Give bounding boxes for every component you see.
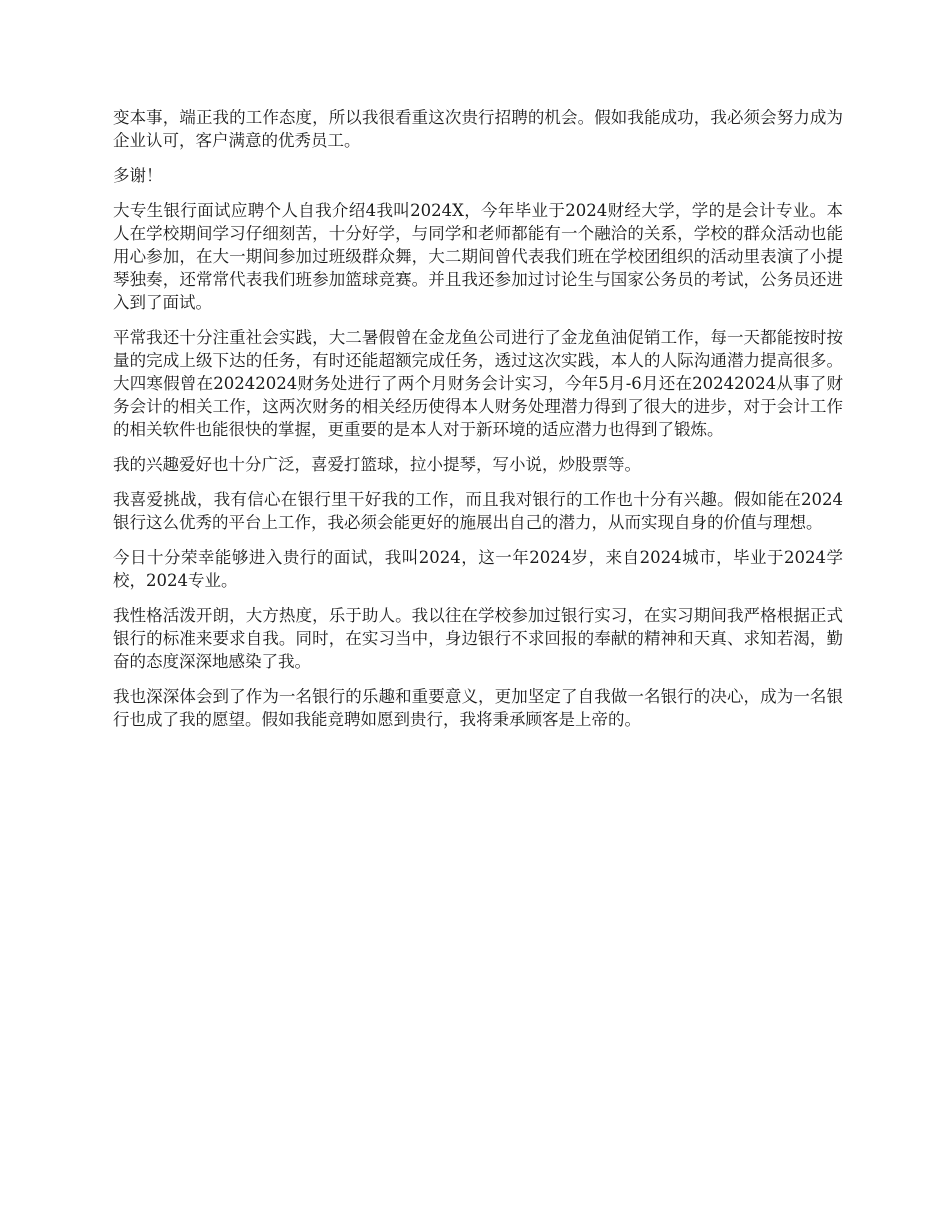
document-page — [113, 106, 843, 743]
paragraph-2: 多谢！ — [113, 166, 163, 185]
paragraph-9: 我也深深体会到了作为一名银行的乐趣和重要意义，更加坚定了自我做一名银行的决心，成为一名银行也成了我的愿望。假如我能竞聘如愿到贵行，我将秉承顾客是上帝的。 — [113, 687, 843, 729]
paragraph-3: 大专生银行面试应聘个人自我介绍4我叫2024X，今年毕业于2024财经大学，学的是会计专业。本人在学校期间学习仔细刻苦，十分好学，与同学和老师都能有一个融洽的关系，学校的群众活动也能用心参加，在大一期间参加过班级群众舞，大二期间曾代表我们班在学校团组织的活动里表演了小提琴独奏，还常常代表我们班参加篮球竞赛。并且我还参加过讨论生与国家公务员的考试，公务员还进入到了面试。 — [113, 201, 843, 312]
paragraph-7: 今日十分荣幸能够进入贵行的面试，我叫2024，这一年2024岁，来自2024城市，毕业于2024学校，2024专业。 — [113, 548, 843, 590]
paragraph-5: 我的兴趣爱好也十分广泛，喜爱打篮球，拉小提琴，写小说，炒股票等。 — [113, 455, 641, 474]
paragraph-4: 平常我还十分注重社会实践，大二暑假曾在金龙鱼公司进行了金龙鱼油促销工作，每一天都能按时按量的完成上级下达的任务，有时还能超额完成任务，透过这次实践，本人的人际沟通潜力提高很多。大四寒假曾在20242024财务处进行了两个月财务会计实习，今年5月-6月还在20242024从事了财务会计的相关工作，这两次财务的相关经历使得本人财务处理潜力得到了很大的进步，对于会计工作的相关软件也能很快的掌握，更重要的是本人对于新环境的适应潜力也得到了锻炼。 — [113, 328, 843, 439]
paragraph-1: 变本事，端正我的工作态度，所以我很看重这次贵行招聘的机会。假如我能成功，我必须会努力成为企业认可，客户满意的优秀员工。 — [113, 108, 843, 150]
paragraph-6: 我喜爱挑战，我有信心在银行里干好我的工作，而且我对银行的工作也十分有兴趣。假如能在2024银行这么优秀的平台上工作，我必须会能更好的施展出自己的潜力，从而实现自身的价值与理想。 — [113, 490, 843, 532]
paragraph-8: 我性格活泼开朗，大方热度，乐于助人。我以往在学校参加过银行实习，在实习期间我严格根据正式银行的标准来要求自我。同时，在实习当中，身边银行不求回报的奉献的精神和天真、求知若渴，勤奋的态度深深地感染了我。 — [113, 606, 843, 671]
